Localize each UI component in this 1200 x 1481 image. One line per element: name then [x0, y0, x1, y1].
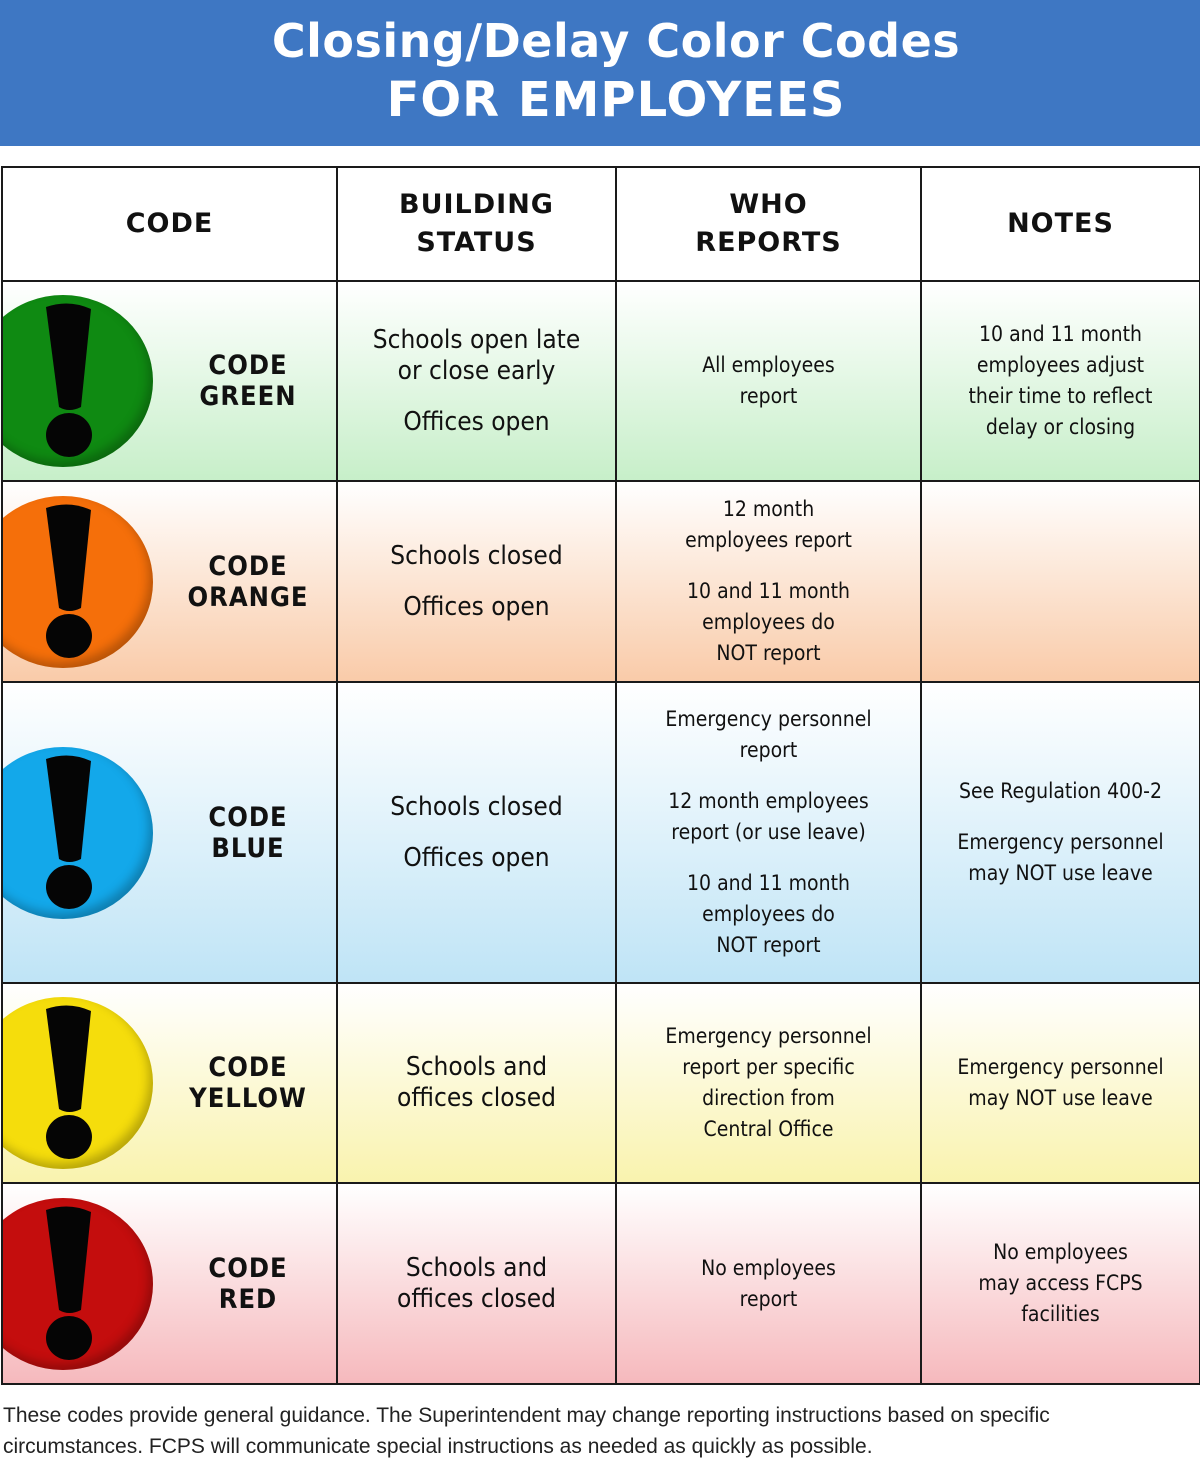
text-line: report	[739, 384, 798, 408]
text-line: 10 and 11 month	[979, 322, 1142, 346]
column-header-code	[2, 167, 337, 281]
text-line: No employees	[993, 1240, 1128, 1264]
header-notes-line: NOTES	[1007, 208, 1114, 239]
exclamation-icon	[2, 747, 153, 919]
text-line: Emergency personnel	[957, 830, 1164, 854]
code-cell	[2, 281, 337, 481]
who-reports-cell	[616, 281, 921, 481]
text-line: Schools and	[405, 1052, 548, 1082]
notes-cell	[921, 983, 1200, 1183]
exclamation-icon	[2, 1198, 153, 1370]
code-label-line: ORANGE	[187, 581, 309, 613]
code-cell	[2, 682, 337, 983]
code-label-line: CODE	[208, 350, 288, 381]
notes-cell	[921, 281, 1200, 481]
column-header-building-status	[337, 167, 616, 281]
code-label	[163, 551, 333, 613]
code-row-orange	[2, 481, 1200, 682]
text-line: Offices open	[403, 591, 550, 622]
exclamation-icon	[2, 997, 153, 1169]
color-codes-table	[1, 166, 1200, 1385]
building-status-cell	[337, 481, 616, 682]
footer-note	[3, 1400, 1193, 1462]
code-row-green	[2, 281, 1200, 481]
text-line: NOT report	[716, 641, 821, 665]
text-line: may NOT use leave	[968, 861, 1153, 885]
code-label-line: CODE	[208, 801, 288, 833]
text-line: employees do	[702, 902, 835, 926]
line-spacer	[338, 387, 615, 407]
code-label-line: YELLOW	[189, 1083, 307, 1114]
header-row	[2, 167, 1200, 281]
code-label-line: CODE	[208, 1252, 288, 1284]
text-line: 10 and 11 month	[687, 871, 850, 895]
code-label	[163, 802, 333, 864]
code-label	[163, 350, 333, 412]
code-label	[163, 1052, 333, 1114]
text-line: Offices open	[403, 842, 550, 873]
line-spacer	[338, 572, 615, 592]
header-who-line-1: WHO	[729, 189, 808, 220]
code-row-blue	[2, 682, 1200, 983]
text-line: delay or closing	[985, 415, 1136, 439]
text-line: offices closed	[397, 1283, 556, 1314]
text-line: Schools closed	[390, 791, 563, 822]
text-line: their time to reflect	[968, 384, 1153, 408]
notes-cell	[921, 1183, 1200, 1384]
text-line: All employees	[702, 353, 835, 377]
building-status-cell	[337, 281, 616, 481]
text-line: employees do	[702, 610, 835, 634]
exclamation-mark	[2, 997, 153, 1169]
code-row-red	[2, 1183, 1200, 1384]
text-line: report (or use leave)	[671, 820, 866, 844]
text-line: See Regulation 400-2	[959, 779, 1162, 803]
code-label-line: CODE	[208, 1052, 288, 1083]
text-line: 12 month	[722, 497, 815, 521]
notes-cell	[921, 682, 1200, 983]
code-label-line: RED	[218, 1283, 278, 1315]
code-cell	[2, 481, 337, 682]
title-line-1: Closing/Delay Color Codes	[271, 14, 961, 68]
code-cell	[2, 1183, 337, 1384]
text-line: employees report	[685, 528, 852, 552]
code-label	[163, 1253, 333, 1315]
text-line: facilities	[1021, 1302, 1100, 1326]
who-reports-cell	[616, 1183, 921, 1384]
title-line-2: FOR EMPLOYEES	[386, 72, 846, 128]
code-row-yellow	[2, 983, 1200, 1183]
text-line: offices closed	[397, 1083, 556, 1113]
text-line: NOT report	[716, 933, 821, 957]
text-line: 10 and 11 month	[687, 579, 850, 603]
text-line: Schools closed	[390, 540, 563, 571]
line-spacer	[922, 807, 1199, 827]
column-header-notes	[921, 167, 1200, 281]
code-label-line: BLUE	[211, 832, 285, 864]
header-building-line-1: BUILDING	[399, 189, 554, 220]
text-line: Emergency personnel	[957, 1055, 1164, 1079]
text-line: Offices open	[403, 406, 550, 437]
footer-line-1: These codes provide general guidance. The Superintendent may change reporting instructions based on specific	[3, 1404, 1050, 1427]
text-line: report	[739, 738, 798, 762]
title-banner	[0, 0, 1200, 146]
line-spacer	[617, 766, 920, 786]
who-reports-cell	[616, 983, 921, 1183]
text-line: 12 month employees	[668, 789, 869, 813]
text-line: may access FCPS	[978, 1271, 1143, 1295]
line-spacer	[617, 848, 920, 868]
building-status-cell	[337, 983, 616, 1183]
building-status-cell	[337, 1183, 616, 1384]
exclamation-icon	[2, 295, 153, 467]
line-spacer	[338, 823, 615, 843]
text-line: Emergency personnel	[665, 707, 872, 731]
text-line: Schools and	[405, 1252, 548, 1283]
header-who-line-2: REPORTS	[695, 227, 842, 258]
exclamation-icon	[2, 496, 153, 668]
text-line: Central Office	[703, 1117, 834, 1141]
header-code-line: CODE	[125, 208, 214, 239]
text-line: Emergency personnel	[665, 1024, 872, 1048]
who-reports-cell	[616, 682, 921, 983]
code-label-line: GREEN	[199, 381, 297, 412]
text-line: direction from	[702, 1086, 835, 1110]
text-line: Schools open late	[372, 324, 581, 355]
text-line: report	[739, 1286, 798, 1311]
line-spacer	[617, 556, 920, 576]
exclamation-mark	[2, 295, 153, 467]
column-header-who-reports	[616, 167, 921, 281]
exclamation-mark	[2, 496, 153, 668]
text-line: report per specific	[682, 1055, 855, 1079]
text-line: employees adjust	[976, 353, 1145, 377]
exclamation-mark	[2, 1198, 153, 1370]
exclamation-mark	[2, 747, 153, 919]
text-line: No employees	[701, 1255, 836, 1280]
text-line: may NOT use leave	[968, 1086, 1153, 1110]
notes-cell	[921, 481, 1200, 682]
code-cell	[2, 983, 337, 1183]
building-status-cell	[337, 682, 616, 983]
text-line: or close early	[397, 355, 556, 386]
footer-line-2: circumstances. FCPS will communicate special instructions as needed as quickly as possible.	[3, 1435, 873, 1458]
who-reports-cell	[616, 481, 921, 682]
code-label-line: CODE	[208, 550, 288, 582]
header-building-line-2: STATUS	[416, 227, 537, 258]
